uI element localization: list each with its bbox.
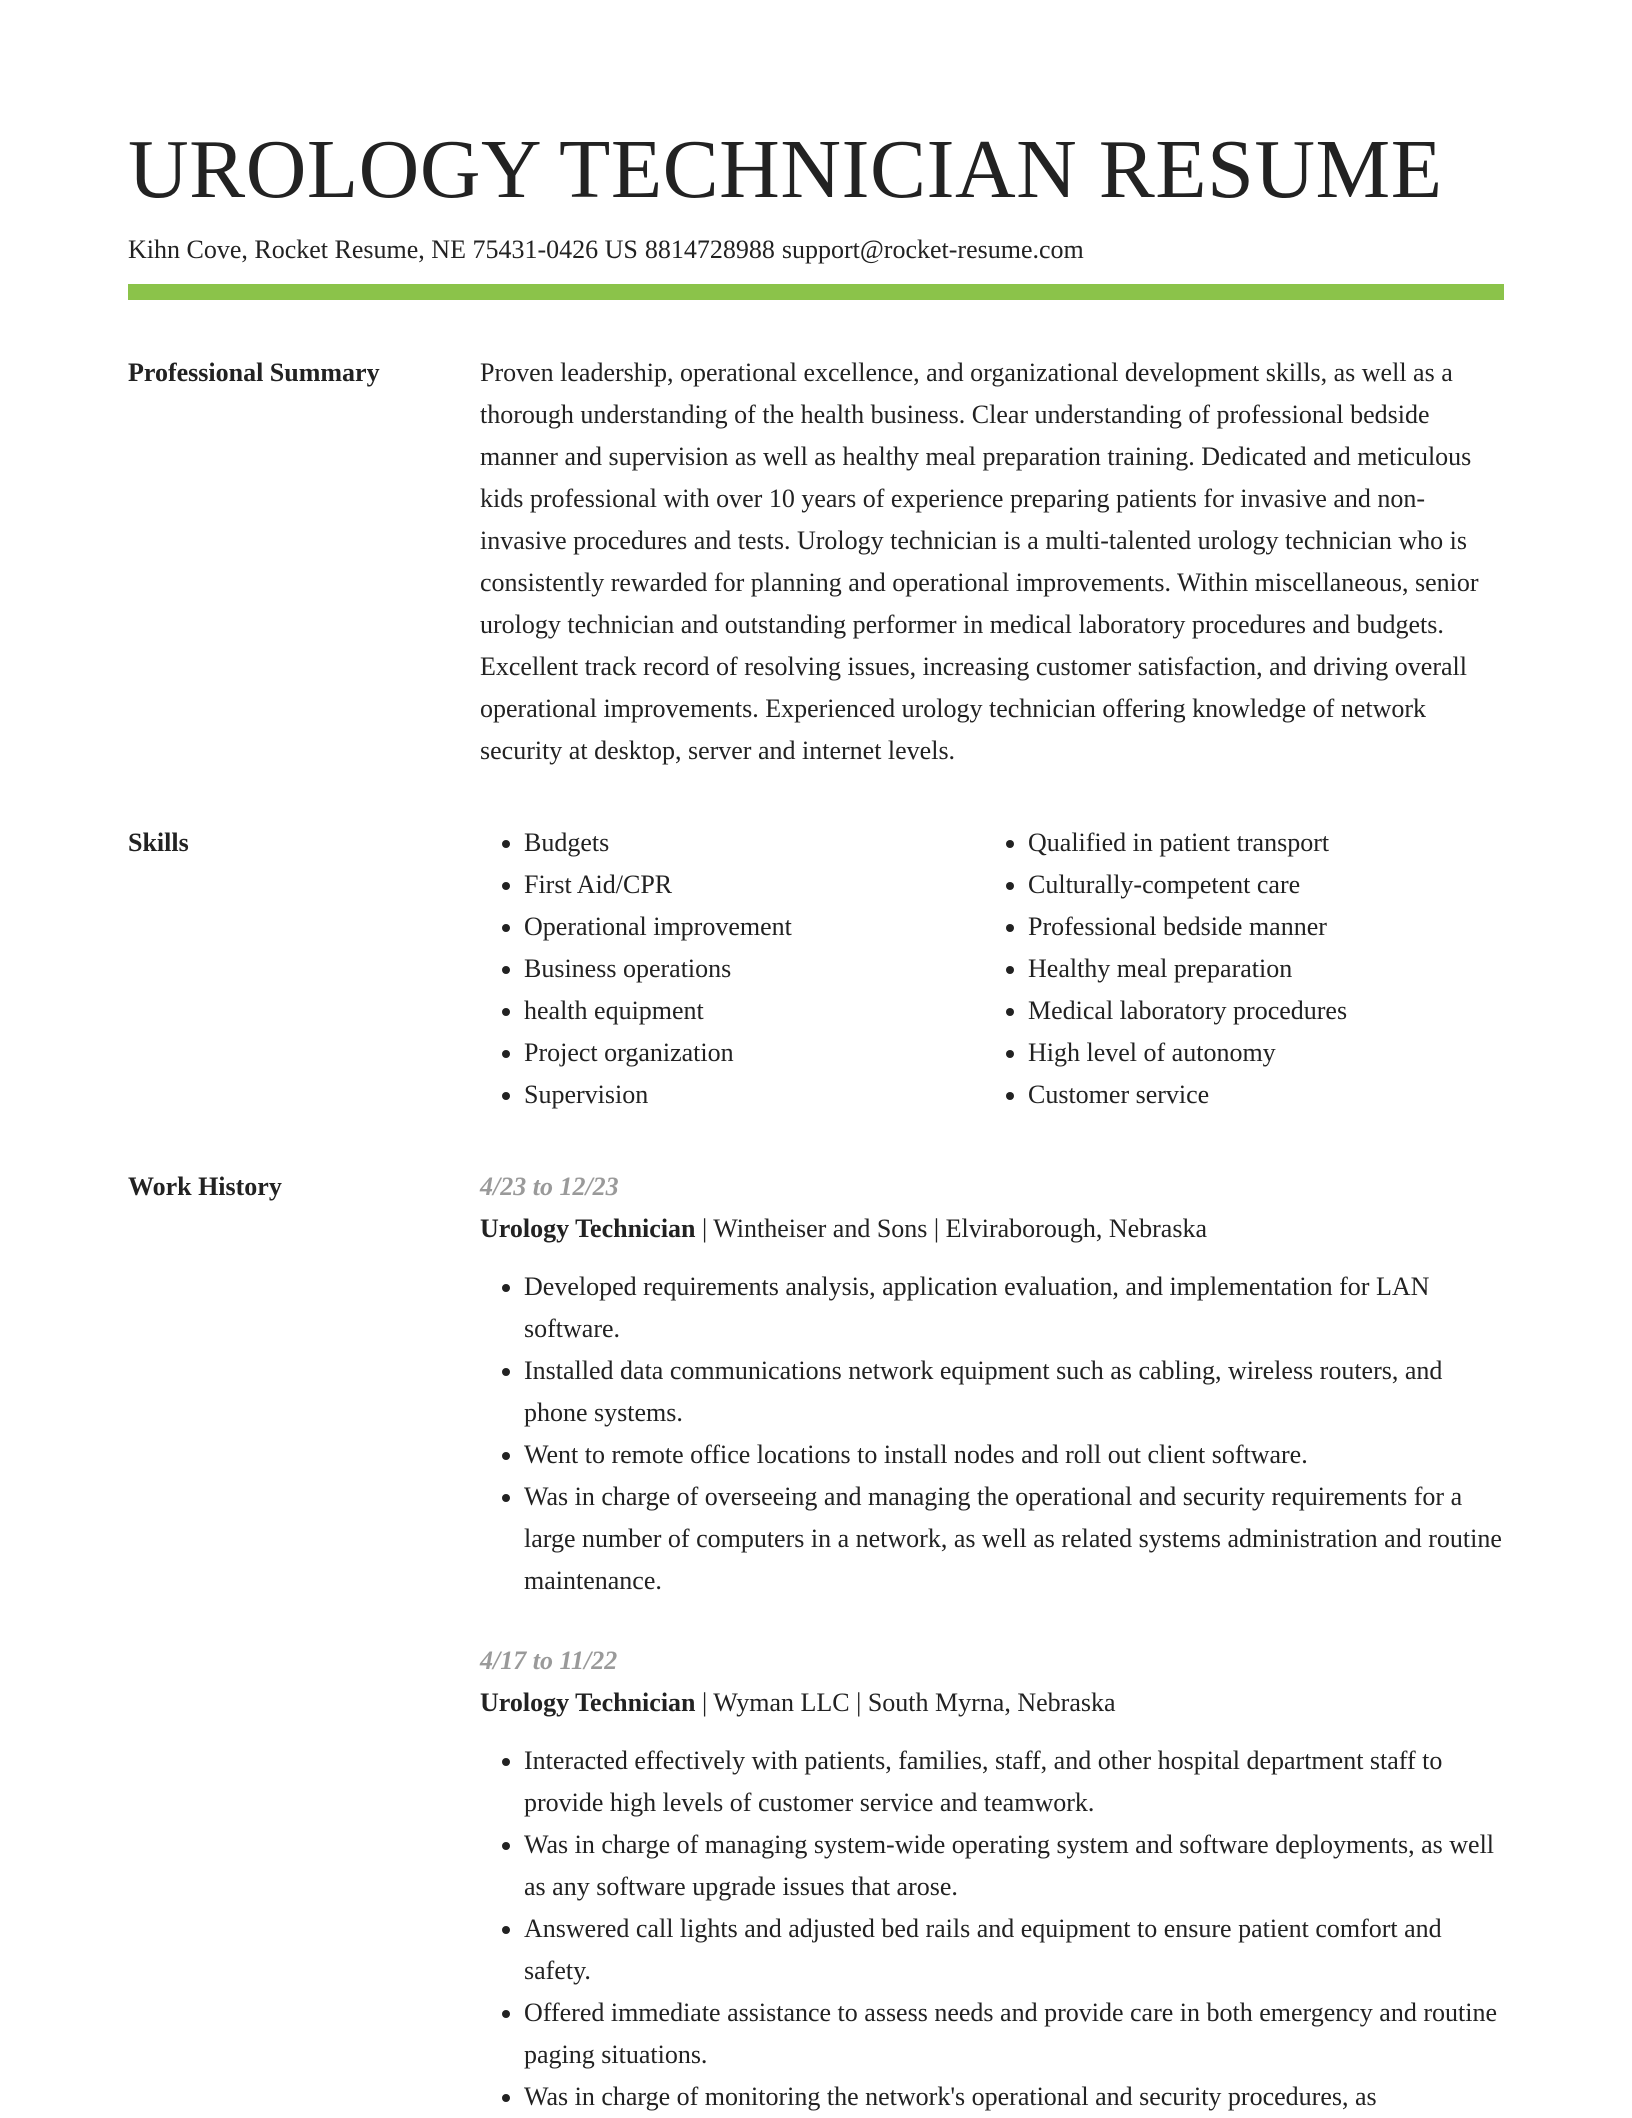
contact-address: Kihn Cove, Rocket Resume, NE 75431-0426 US [128,235,638,264]
skill-item: • Business operations [524,948,984,990]
job-dates: 4/23 to 12/23 [480,1172,619,1201]
skill-item: • Culturally-competent care [1028,864,1504,906]
job-title: Urology Technician [480,1688,696,1717]
contact-phone: 8814728988 [644,235,775,264]
contact-line [128,232,1504,268]
skills-list-right [984,822,1504,1116]
resume-title: UROLOGY TECHNICIAN RESUME [128,123,1443,216]
skill-item: • High level of autonomy [1028,1032,1504,1074]
job-bullets [480,1740,1504,2118]
skill-item: • First Aid/CPR [524,864,984,906]
work-history-section [128,1166,1504,2118]
job-bullet: • Offered immediate assistance to assess needs and provide care in both emergency and routine paging situations. [524,1992,1504,2076]
skill-item: • Healthy meal preparation [1028,948,1504,990]
job-separator: | [695,1688,714,1717]
job-company: Wintheiser and Sons [713,1214,928,1243]
job-separator: | [927,1214,946,1243]
skill-item: • Supervision [524,1074,984,1116]
job-location: South Myrna, Nebraska [867,1688,1116,1717]
job-location: Elviraborough, Nebraska [945,1214,1207,1243]
job-bullet: • Went to remote office locations to install nodes and roll out client software. [524,1434,1504,1476]
skill-item: • Qualified in patient transport [1028,822,1504,864]
job-header [480,1682,1504,1724]
job-bullet: • Installed data communications network equipment such as cabling, wireless routers, and phone systems. [524,1350,1504,1434]
skill-item: • Operational improvement [524,906,984,948]
skills-section [128,822,1504,1116]
skill-item: • Project organization [524,1032,984,1074]
job-bullet: • Developed requirements analysis, application evaluation, and implementation for LAN software. [524,1266,1504,1350]
summary-heading: Professional Summary [128,358,380,387]
contact-email[interactable]: support@rocket-resume.com [781,235,1084,264]
job-bullet: • Was in charge of monitoring the network's operational and security procedures, as [524,2076,1504,2118]
skill-item: • Medical laboratory procedures [1028,990,1504,1032]
job-entry [480,1640,1504,2118]
job-bullet: • Was in charge of managing system-wide operating system and software deployments, as well as any software upgrade issues that arose. [524,1824,1504,1908]
skill-item: • Budgets [524,822,984,864]
job-header [480,1208,1504,1250]
summary-text: Proven leadership, operational excellence, and organizational development skills, as well as a thorough understanding of the health business. Clear understanding of professional bedside manner and supervision as well as healthy meal preparation training. Dedicated and meticulous kids professional with over 10 years of experience preparing patients for invasive and non-invasive procedures and tests. Urology technician is a multi-talented urology technician who is consistently rewarded for planning and operational improvements. Within miscellaneous, senior urology technician and outstanding performer in medical laboratory procedures and budgets. Excellent track record of resolving issues, increasing customer satisfaction, and driving overall operational improvements. Experienced urology technician offering knowledge of network security at desktop, server and internet levels. [480,358,1479,765]
resume-page [128,118,1504,2118]
job-bullets [480,1266,1504,1602]
job-dates: 4/17 to 11/22 [480,1646,618,1675]
job-entry [480,1166,1504,1602]
accent-divider [128,284,1504,300]
job-bullet: • Answered call lights and adjusted bed rails and equipment to ensure patient comfort and safety. [524,1908,1504,1992]
skills-heading: Skills [128,828,189,857]
summary-section [128,352,1504,772]
skill-item: • Customer service [1028,1074,1504,1116]
skills-grid [480,822,1504,1116]
job-bullet: • Interacted effectively with patients, families, staff, and other hospital department staff to provide high levels of customer service and teamwork. [524,1740,1504,1824]
skill-item: • Professional bedside manner [1028,906,1504,948]
work-history-heading: Work History [128,1172,282,1201]
job-company: Wyman LLC [713,1688,850,1717]
job-title: Urology Technician [480,1214,696,1243]
job-separator: | [695,1214,714,1243]
skills-list-left [480,822,984,1116]
job-separator: | [849,1688,868,1717]
job-bullet: • Was in charge of overseeing and managing the operational and security requirements for a large number of computers in a network, as well as related systems administration and routine maintenance. [524,1476,1504,1602]
skill-item: • health equipment [524,990,984,1032]
